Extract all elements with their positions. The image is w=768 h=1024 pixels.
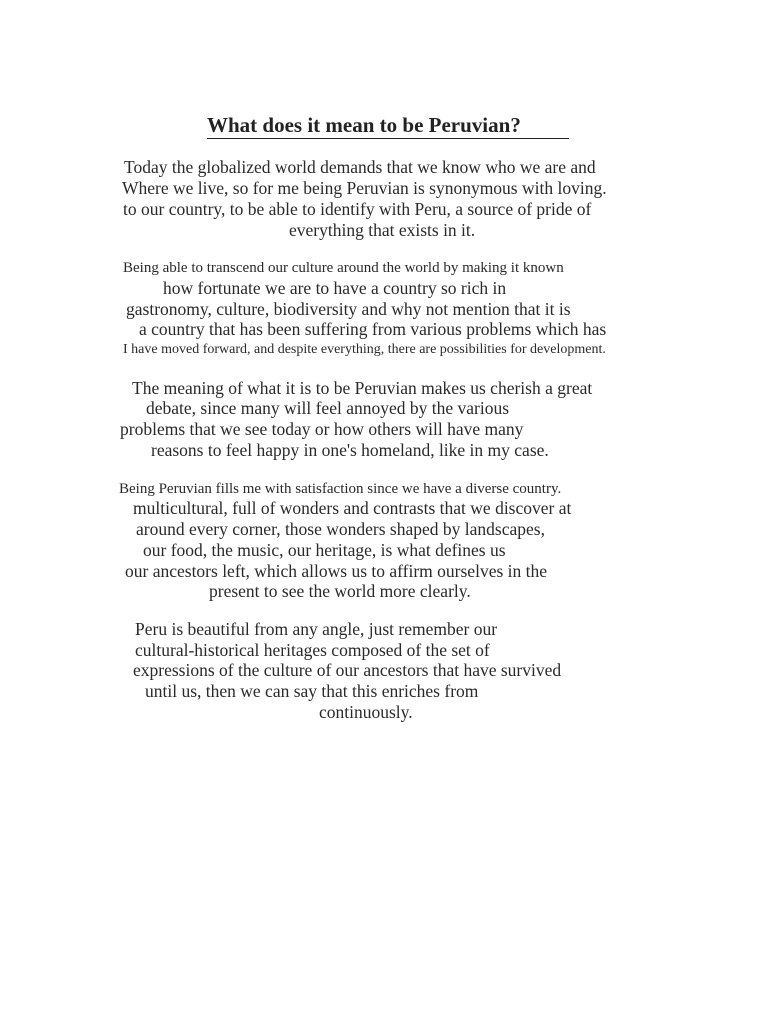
paragraph-5-line-1: Peru is beautiful from any angle, just remember our [135,619,498,639]
paragraph-2-line-1: Being able to transcend our culture around the world by making it known [123,260,564,276]
paragraph-3-line-4: reasons to feel happy in one's homeland, like in my case. [151,440,549,460]
paragraph-4-line-5: our ancestors left, which allows us to affirm ourselves in the [125,561,548,581]
paragraph-3-line-3: problems that we see today or how others will have many [120,419,524,439]
paragraph-2-line-4: a country that has been suffering from various problems which has [139,319,607,339]
paragraph-1-line-3: to our country, to be able to identify with Peru, a source of pride of [123,199,592,219]
paragraph-1-line-2: Where we live, so for me being Peruvian is synonymous with loving. [122,178,607,198]
paragraph-5-line-2: cultural-historical heritages composed of the set of [135,640,490,660]
paragraph-5-line-4: until us, then we can say that this enriches from [145,681,479,701]
paragraph-2-line-5: I have moved forward, and despite everything, there are possibilities for development. [123,342,606,357]
paragraph-4-line-2: multicultural, full of wonders and contrasts that we discover at [133,498,572,518]
paragraph-5-line-5: continuously. [319,702,413,722]
paragraph-2-line-3: gastronomy, culture, biodiversity and why not mention that it is [126,299,571,319]
paragraph-4-line-1: Being Peruvian fills me with satisfaction since we have a diverse country. [119,481,562,497]
paragraph-4-line-3: around every corner, those wonders shaped by landscapes, [136,519,545,539]
paragraph-1-line-1: Today the globalized world demands that we know who we are and [124,157,596,177]
paragraph-5-line-3: expressions of the culture of our ancestors that have survived [133,660,562,680]
paragraph-4-line-6: present to see the world more clearly. [209,581,471,601]
paragraph-2-line-2: how fortunate we are to have a country so rich in [163,278,507,298]
paragraph-4-line-4: our food, the music, our heritage, is what defines us [143,540,506,560]
paragraph-1-line-4: everything that exists in it. [289,220,476,240]
paragraph-3-line-2: debate, since many will feel annoyed by the various [146,398,510,418]
document-title: What does it mean to be Peruvian? [207,112,569,139]
paragraph-3-line-1: The meaning of what it is to be Peruvian makes us cherish a great [132,378,593,398]
